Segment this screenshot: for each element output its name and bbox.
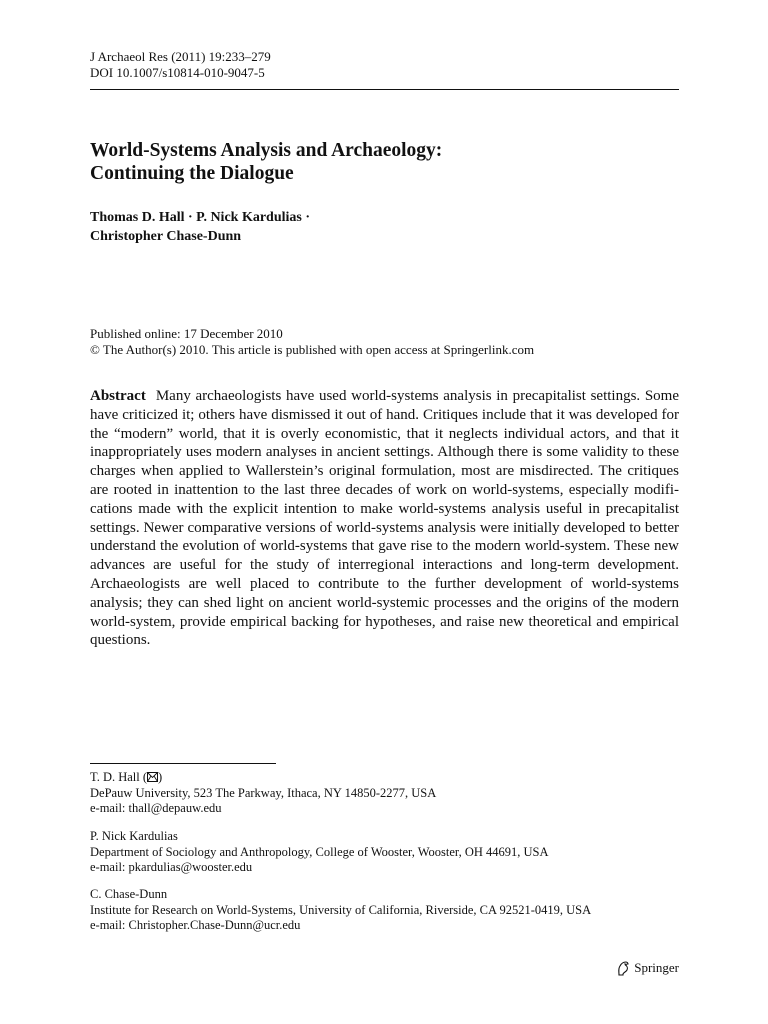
publication-info <box>90 326 534 358</box>
abstract-label: Abstract <box>90 388 146 404</box>
springer-horse-icon <box>616 961 630 976</box>
affiliation-email[interactable]: e-mail: pkardulias@wooster.edu <box>90 860 253 874</box>
title-line-2: Continuing the Dialogue <box>90 163 294 184</box>
envelope-icon[interactable] <box>147 772 158 782</box>
affiliation-address: Department of Sociology and Anthropology, College of Wooster, Wooster, OH 44691, USA <box>90 844 549 859</box>
affiliation-hall <box>90 770 436 817</box>
affiliation-name: T. D. Hall ( ) <box>90 770 163 784</box>
title-line-1: World-Systems Analysis and Archaeology: <box>90 140 443 161</box>
authors-line-1: Thomas D. Hall · P. Nick Kardulias · <box>90 210 311 225</box>
header-rule <box>90 89 679 90</box>
springer-footer <box>616 960 679 976</box>
authors-line-2: Christopher Chase-Dunn <box>90 229 242 244</box>
affiliation-email[interactable]: e-mail: Christopher.Chase-Dunn@ucr.edu <box>90 918 301 932</box>
author-list <box>90 208 310 246</box>
article-title <box>90 139 442 185</box>
affiliation-chase-dunn <box>90 887 591 934</box>
affiliation-email[interactable]: e-mail: thall@depauw.edu <box>90 801 222 815</box>
published-date: Published online: 17 December 2010 <box>90 326 283 341</box>
doi: DOI 10.1007/s10814-010-9047-5 <box>90 65 265 80</box>
abstract-text: Many archaeologists have used world-systems analysis in precapitalist settings. Some have criticized it; others have dismissed it out of hand. Critiques include that it was developed for the “modern” world, that it is overly economistic, that it neglects individual actors, and that it inappropriately uses modern analyses in ancient settings. Although there is some validity to these charges when applied to Wallerstein’s original formulation, most are misdirected. The critiques are rooted in inattention to the last three decades of work on world-systems, especially modifications made with the explicit intention to make world-systems analysis useful in precapitalist settings. Newer comparative versions of world-systems analysis were initially developed to better understand the evolution of world-systems that gave rise to the modern world-system. These new advances are useful for the study of interregional interactions and long-term development. Archaeologists are well placed to contribute to the further development of world-systems analysis; they can shed light on ancient world-systemic processes and the origins of the modern world-system, provide empirical backing for hypotheses, and raise new theoretical and empirical questions. <box>90 388 679 649</box>
publisher-name: Springer <box>634 960 679 975</box>
affiliation-address: Institute for Research on World-Systems, University of California, Riverside, CA 92521-0419, USA <box>90 902 592 917</box>
affiliation-kardulias <box>90 829 549 876</box>
affiliation-address: DePauw University, 523 The Parkway, Ithaca, NY 14850-2277, USA <box>90 785 437 800</box>
journal-header <box>90 49 271 81</box>
copyright-notice: © The Author(s) 2010. This article is published with open access at Springerlink.com <box>90 342 535 357</box>
footnote-rule <box>90 763 276 764</box>
abstract <box>90 387 679 650</box>
journal-citation: J Archaeol Res (2011) 19:233–279 <box>90 49 271 64</box>
affiliation-name: C. Chase-Dunn <box>90 887 168 901</box>
affiliation-name: P. Nick Kardulias <box>90 829 178 843</box>
